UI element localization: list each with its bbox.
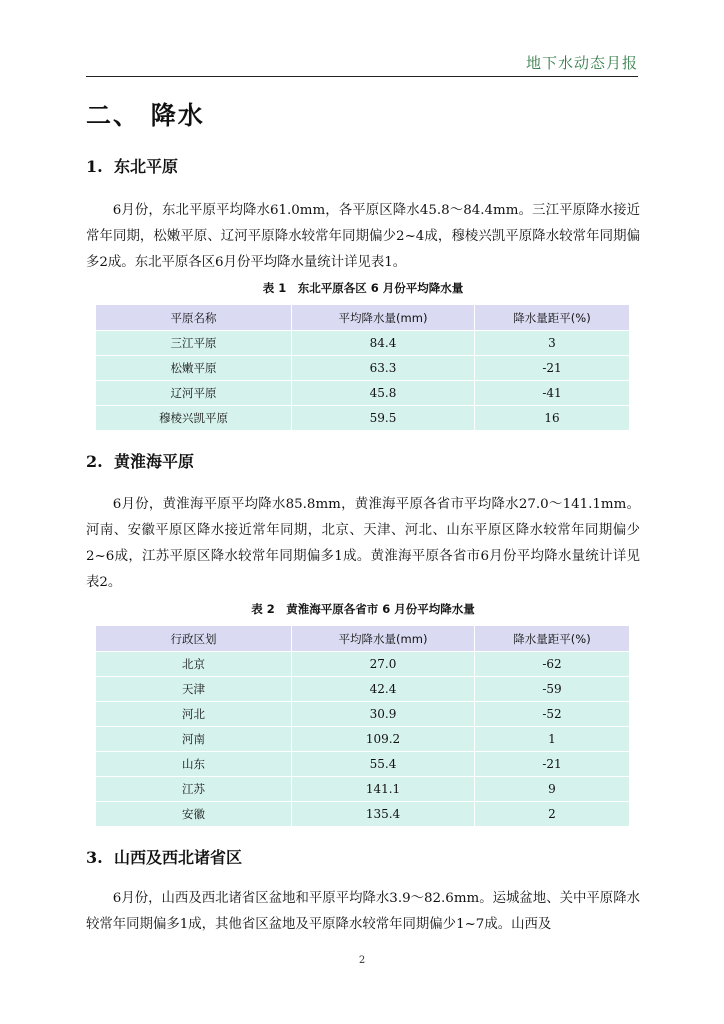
subsection-title: 黄淮海平原: [114, 452, 195, 471]
table-row: [96, 677, 630, 702]
table-header-row: [96, 626, 630, 652]
table-cell: 9: [475, 777, 630, 802]
table-row: [96, 752, 630, 777]
table-header-cell: 降水量距平(%): [475, 626, 630, 652]
table-row: [96, 777, 630, 802]
subsection-title: 东北平原: [114, 157, 179, 176]
subsection-heading-2: [86, 449, 194, 472]
table-cell: 安徽: [96, 802, 292, 827]
table-row: [96, 802, 630, 827]
table-cell: 1: [475, 727, 630, 752]
table-header-cell: 平原名称: [96, 305, 292, 331]
table-row: [96, 727, 630, 752]
table-cell: 109.2: [292, 727, 475, 752]
table-cell: 45.8: [292, 381, 475, 406]
subsection-number: 1.: [86, 157, 103, 176]
paragraph-northeast: 6月份，东北平原平均降水61.0mm，各平原区降水45.8～84.4mm。三江平原降水接近常年同期，松嫩平原、辽河平原降水较常年同期偏少2~4成，穆棱兴凯平原降水较常年同期偏多2成。东北平原各区6月份平均降水量统计详见表1。: [86, 203, 640, 270]
table-cell: 63.3: [292, 356, 475, 381]
table-header-cell: 平均降水量(mm): [292, 305, 475, 331]
table-cell: 16: [475, 406, 630, 431]
table-cell: 135.4: [292, 802, 475, 827]
table-cell: 55.4: [292, 752, 475, 777]
table-cell: 3: [475, 331, 630, 356]
table-cell: 84.4: [292, 331, 475, 356]
subsection-heading-3: [86, 845, 242, 868]
page-number: 2: [358, 955, 366, 966]
subsection-number: 2.: [86, 452, 103, 471]
table-header-cell: 降水量距平(%): [475, 305, 630, 331]
table-row: [96, 381, 630, 406]
table-cell: 天津: [96, 677, 292, 702]
table-cell: 59.5: [292, 406, 475, 431]
table-cell: -62: [475, 652, 630, 677]
table-header-cell: 行政区划: [96, 626, 292, 652]
table-huanghuaihai-precipitation: [95, 625, 630, 827]
table-cell: 辽河平原: [96, 381, 292, 406]
table-cell: 北京: [96, 652, 292, 677]
table-cell: 河北: [96, 702, 292, 727]
table-row: [96, 702, 630, 727]
table-row: [96, 406, 630, 431]
paragraph-huanghuaihai: 6月份，黄淮海平原平均降水85.8mm，黄淮海平原各省市平均降水27.0～141.1mm。河南、安徽平原区降水接近常年同期，北京、天津、河北、山东平原区降水较常年同期偏少2~6成，江苏平原区降水较常年同期偏多1成。黄淮海平原各省市6月份平均降水量统计详见表2。: [86, 497, 640, 590]
table-header-cell: 平均降水量(mm): [292, 626, 475, 652]
table-cell: 141.1: [292, 777, 475, 802]
table-cell: -52: [475, 702, 630, 727]
table-cell: 三江平原: [96, 331, 292, 356]
table-cell: -21: [475, 752, 630, 777]
table-caption-1: 表 1 东北平原各区 6 月份平均降水量: [262, 281, 464, 295]
table-cell: -41: [475, 381, 630, 406]
table-cell: 30.9: [292, 702, 475, 727]
table-cell: -59: [475, 677, 630, 702]
table-cell: 山东: [96, 752, 292, 777]
section-title: 二、 降水: [86, 101, 205, 130]
table-row: [96, 652, 630, 677]
table-row: [96, 331, 630, 356]
table-cell: 河南: [96, 727, 292, 752]
table-cell: 江苏: [96, 777, 292, 802]
table-caption-2: 表 2 黄淮海平原各省市 6 月份平均降水量: [251, 602, 475, 616]
table-row: [96, 356, 630, 381]
table-cell: 松嫩平原: [96, 356, 292, 381]
subsection-number: 3.: [86, 848, 103, 867]
subsection-title: 山西及西北诸省区: [114, 848, 243, 867]
table-cell: 穆棱兴凯平原: [96, 406, 292, 431]
header-divider: [86, 76, 638, 77]
table-cell: -21: [475, 356, 630, 381]
subsection-heading-1: [86, 154, 178, 177]
table-northeast-precipitation: [95, 304, 630, 431]
paragraph-northwest: 6月份，山西及西北诸省区盆地和平原平均降水3.9～82.6mm。运城盆地、关中平原降水较常年同期偏多1成，其他省区盆地及平原降水较常年同期偏少1~7成。山西及: [86, 891, 640, 932]
table-cell: 2: [475, 802, 630, 827]
table-cell: 27.0: [292, 652, 475, 677]
table-cell: 42.4: [292, 677, 475, 702]
table-header-row: [96, 305, 630, 331]
running-header-title: 地下水动态月报: [525, 54, 638, 72]
